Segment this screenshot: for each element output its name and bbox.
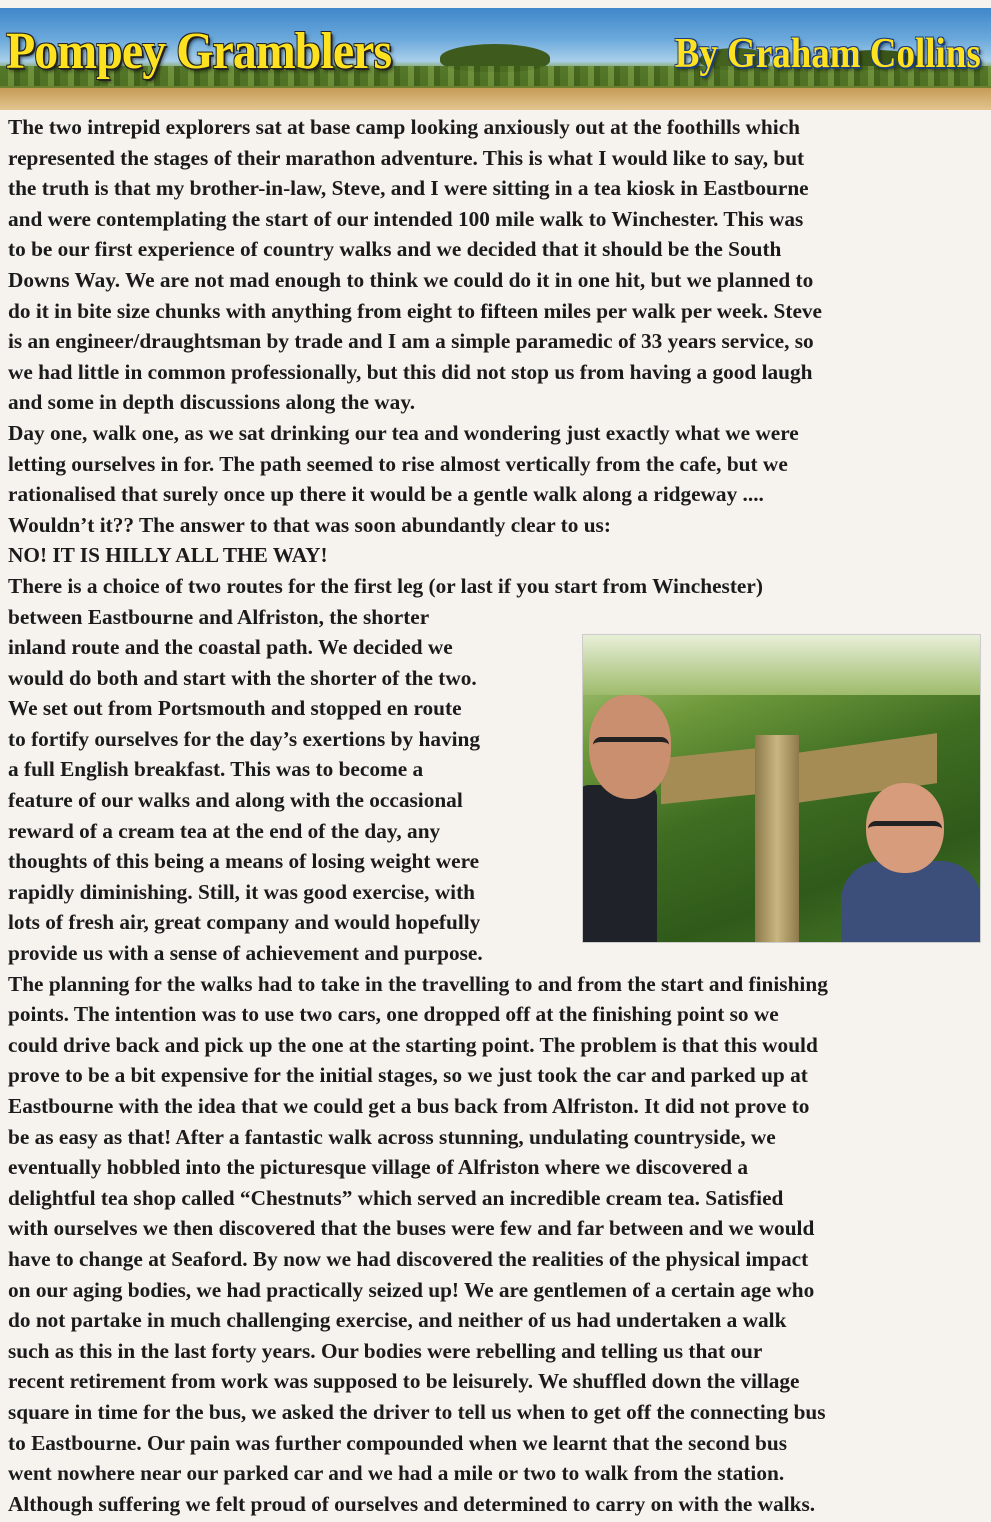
article-line: on our aging bodies, we had practically seized up! We are gentlemen of a certain age who — [8, 1277, 815, 1302]
article-line: rationalised that surely once up there it would be a gentle walk along a ridgeway .... — [8, 482, 764, 507]
article-line: do it in bite size chunks with anything from eight to fifteen miles per walk per week. Steve — [8, 298, 822, 323]
article-line: could drive back and pick up the one at the starting point. The problem is that this would — [8, 1032, 818, 1057]
article-line: would do both and start with the shorter of the two. — [8, 665, 477, 690]
article-line: to fortify ourselves for the day’s exertions by having — [8, 726, 481, 751]
article-line: be as easy as that! After a fantastic walk across stunning, undulating countryside, we — [8, 1124, 776, 1149]
article-line: have to change at Seaford. By now we had discovered the realities of the physical impact — [8, 1246, 809, 1271]
article-line: Eastbourne with the idea that we could get a bus back from Alfriston. It did not prove to — [8, 1094, 810, 1118]
article-line: Day one, walk one, as we sat drinking our tea and wondering just exactly what we were — [8, 420, 799, 445]
signpost — [755, 735, 799, 942]
article-line: is an engineer/draughtsman by trade and I am a simple paramedic of 33 years service, so — [8, 329, 814, 354]
article-line: and some in depth discussions along the way. — [8, 390, 416, 415]
article-line: lots of fresh air, great company and would hopefully — [8, 910, 481, 935]
article-line: the truth is that my brother-in-law, Steve, and I were sitting in a tea kiosk in Eastbourne — [8, 176, 809, 201]
article-line: provide us with a sense of achievement and purpose. — [8, 941, 483, 966]
article-line: NO! IT IS HILLY ALL THE WAY! — [8, 543, 328, 568]
article-line: The planning for the walks had to take in the travelling to and from the start and finishing — [8, 971, 828, 996]
walker-right-body — [841, 861, 981, 943]
photo-sky — [583, 635, 980, 695]
article-line: delightful tea shop called “Chestnuts” which served an incredible cream tea. Satisfied — [8, 1185, 784, 1210]
banner-path — [0, 88, 991, 110]
article-line: Wouldn’t it?? The answer to that was soon abundantly clear to us: — [8, 512, 611, 537]
article-line: eventually hobbled into the picturesque village of Alfriston where we discovered a — [8, 1155, 749, 1180]
article-line: thoughts of this being a means of losing weight were — [8, 849, 480, 874]
author-byline: By Graham Collins — [675, 31, 981, 77]
article-line: square in time for the bus, we asked the driver to tell us when to get off the connecting bus — [8, 1399, 826, 1424]
article-line: There is a choice of two routes for the first leg (or last if you start from Winchester) — [8, 573, 763, 598]
article-line: letting ourselves in for. The path seemed to rise almost vertically from the cafe, but we — [8, 451, 788, 476]
glasses-icon — [868, 821, 942, 840]
header-banner — [0, 8, 991, 110]
page-title: Pompey Gramblers — [6, 23, 392, 80]
article-line: to Eastbourne. Our pain was further compounded when we learnt that the second bus — [8, 1430, 787, 1455]
article-line: a full English breakfast. This was to become a — [8, 757, 424, 782]
walker-left-body — [582, 785, 657, 943]
signpost-arm-left — [661, 748, 761, 805]
article-line: do not partake in much challenging exercise, and neither of us had undertaken a walk — [8, 1308, 787, 1333]
article-line: to be our first experience of country walks and we decided that it should be the South — [8, 237, 782, 262]
glasses-icon — [593, 737, 669, 758]
article-line: inland route and the coastal path. We decided we — [8, 635, 453, 660]
walkers-photo — [582, 634, 981, 943]
article-line: points. The intention was to use two cars, one dropped off at the finishing point so we — [8, 1002, 779, 1027]
article-line: Although suffering we felt proud of ourselves and determined to carry on with the walks. — [8, 1491, 816, 1516]
article-line: such as this in the last forty years. Our bodies were rebelling and telling us that our — [8, 1338, 763, 1363]
article-line: recent retirement from work was supposed to be leisurely. We shuffled down the village — [8, 1369, 800, 1394]
article-line: represented the stages of their marathon adventure. This is what I would like to say, but — [8, 145, 805, 170]
article-line: feature of our walks and along with the occasional — [8, 788, 463, 813]
article-line: reward of a cream tea at the end of the day, any — [8, 818, 441, 843]
article-line: and were contemplating the start of our intended 100 mile walk to Winchester. This was — [8, 206, 804, 231]
article-line: The two intrepid explorers sat at base camp looking anxiously out at the foothills which — [8, 115, 800, 139]
article-line: between Eastbourne and Alfriston, the shorter — [8, 604, 430, 629]
article-line: went nowhere near our parked car and we had a mile or two to walk from the station. — [8, 1461, 785, 1486]
article-line: We set out from Portsmouth and stopped en route — [8, 696, 462, 721]
article-line: prove to be a bit expensive for the initial stages, so we just took the car and parked up at — [8, 1063, 808, 1088]
article-line: Downs Way. We are not mad enough to think we could do it in one hit, but we planned to — [8, 267, 814, 292]
article-line: with ourselves we then discovered that the buses were few and far between and we would — [8, 1216, 815, 1241]
article-line: rapidly diminishing. Still, it was good exercise, with — [8, 879, 476, 904]
article-line: we had little in common professionally, but this did not stop us from having a good laugh — [8, 359, 813, 384]
